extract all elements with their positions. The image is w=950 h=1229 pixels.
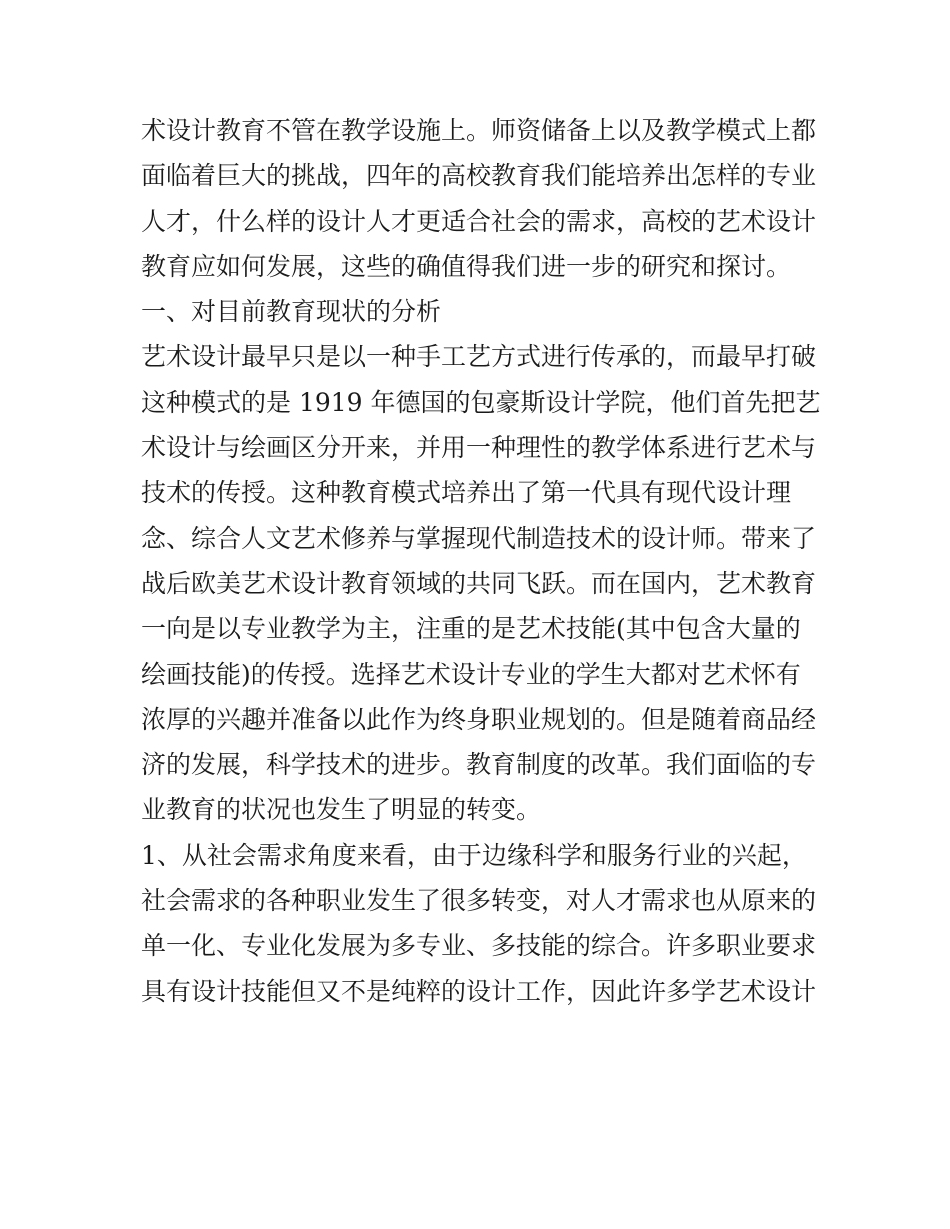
document-body	[141, 108, 821, 1014]
text-line: 面临着巨大的挑战，四年的高校教育我们能培养出怎样的专业	[141, 161, 817, 191]
text-line: 这种模式的是 1919 年德国的包豪斯设计学院，他们首先把艺	[141, 387, 821, 417]
text-line: 教育应如何发展，这些的确值得我们进一步的研究和探讨。	[141, 251, 792, 281]
text-line: 人才，什么样的设计人才更适合社会的需求，高校的艺术设计	[141, 206, 817, 236]
text-line: 济的发展，科学技术的进步。教育制度的改革。我们面临的专	[141, 750, 817, 780]
text-line: 一向是以专业教学为主，注重的是艺术技能(其中包含大量的	[141, 614, 801, 644]
text-line: 绘画技能)的传授。选择艺术设计专业的学生大都对艺术怀有	[141, 659, 801, 689]
text-line: 1、从社会需求角度来看，由于边缘科学和服务行业的兴起，	[141, 840, 807, 870]
text-line: 念、综合人文艺术修养与掌握现代制造技术的设计师。带来了	[141, 523, 817, 553]
text-line: 术设计与绘画区分开来，并用一种理性的教学体系进行艺术与	[141, 433, 817, 463]
text-line: 业教育的状况也发生了明显的转变。	[141, 795, 542, 825]
text-line: 术设计教育不管在教学设施上。师资储备上以及教学模式上都	[141, 116, 817, 145]
text-line: 社会需求的各种职业发生了很多转变，对人才需求也从原来的	[141, 886, 817, 916]
text-line: 技术的传授。这种教育模式培养出了第一代具有现代设计理	[141, 478, 792, 508]
text-line: 单一化、专业化发展为多专业、多技能的综合。许多职业要求	[141, 931, 817, 961]
text-line: 艺术设计最早只是以一种手工艺方式进行传承的，而最早打破	[141, 342, 817, 372]
text-line: 具有设计技能但又不是纯粹的设计工作，因此许多学艺术设计	[141, 976, 817, 1006]
text-line: 浓厚的兴趣并准备以此作为终身职业规划的。但是随着商品经	[141, 704, 817, 734]
section-heading: 一、对目前教育现状的分析	[141, 297, 442, 327]
text-line: 战后欧美艺术设计教育领域的共同飞跃。而在国内，艺术教育	[141, 568, 817, 598]
